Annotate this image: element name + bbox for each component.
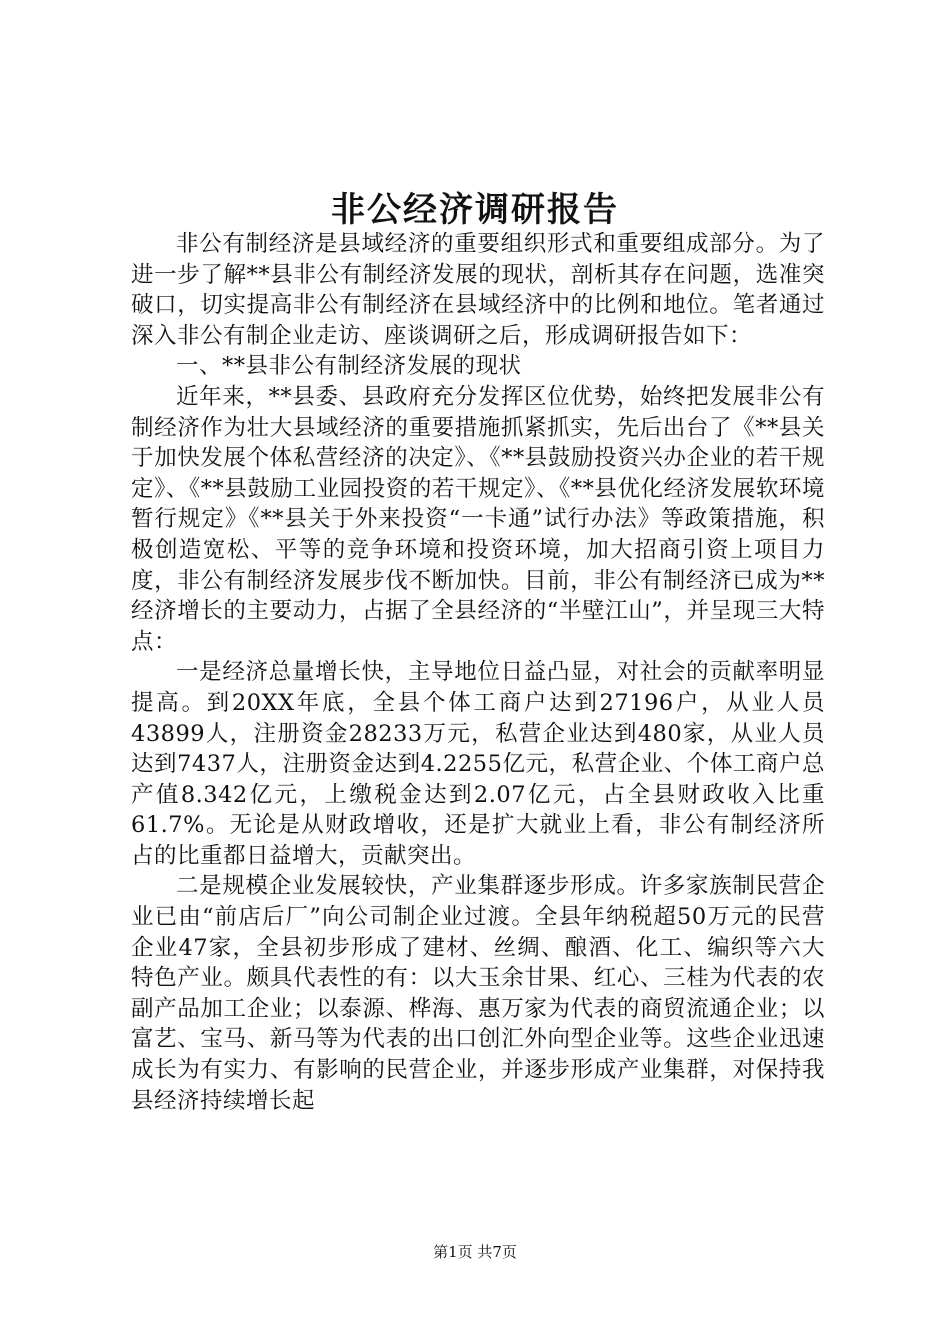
- page-number-footer: 第1页 共7页: [433, 1243, 517, 1261]
- paragraph-intro: 非公有制经济是县域经济的重要组织形式和重要组成部分。为了进一步了解**县非公有制经济发展的现状，剖析其存在问题，选准突破口，切实提高非公有制经济在县域经济中的比例和地位。笔者通过深入非公有制企业走访、座谈调研之后，形成调研报告如下：: [131, 231, 825, 349]
- paragraph-point-two: 二是规模企业发展较快，产业集群逐步形成。许多家族制民营企业已由“前店后厂”向公司制企业过渡。全县年纳税超50万元的民营企业47家，全县初步形成了建材、丝绸、酿酒、化工、编织等六大特色产业。颇具代表性的有：以大玉余甘果、红心、三桂为代表的农副产品加工企业；以泰源、桦海、惠万家为代表的商贸流通企业；以富艺、宝马、新马等为代表的出口创汇外向型企业等。这些企业迅速成长为有实力、有影响的民营企业，并逐步形成产业集群，对保持我县经济持续增长起: [131, 873, 825, 1114]
- document-body: [131, 229, 825, 1116]
- section-heading: 一、**县非公有制经济发展的现状: [176, 353, 522, 380]
- document-title: 非公经济调研报告: [331, 190, 619, 230]
- paragraph-status: 近年来，**县委、县政府充分发挥区位优势，始终把发展非公有制经济作为壮大县域经济的重要措施抓紧抓实，先后出台了《**县关于加快发展个体私营经济的决定》、《**县鼓励投资兴办企业的若干规定》、《**县鼓励工业园投资的若干规定》、《**县优化经济发展软环境暂行规定》《**县关于外来投资“一卡通”试行办法》等政策措施，积极创造宽松、平等的竞争环境和投资环境，加大招商引资上项目力度，非公有制经济发展步伐不断加快。目前，非公有制经济已成为**经济增长的主要动力，占据了全县经济的“半壁江山”，并呈现三大特点：: [131, 383, 825, 655]
- paragraph-point-one: 一是经济总量增长快，主导地位日益凸显，对社会的贡献率明显提高。到20XX年底，全县个体工商户达到27196户，从业人员43899人，注册资金28233万元，私营企业达到480家，从业人员达到7437人，注册资金达到4.2255亿元，私营企业、个体工商户总产值8.342亿元，上缴税金达到2.07亿元，占全县财政收入比重61.7%。无论是从财政增收，还是扩大就业上看，非公有制经济所占的比重都日益增大，贡献突出。: [131, 659, 825, 869]
